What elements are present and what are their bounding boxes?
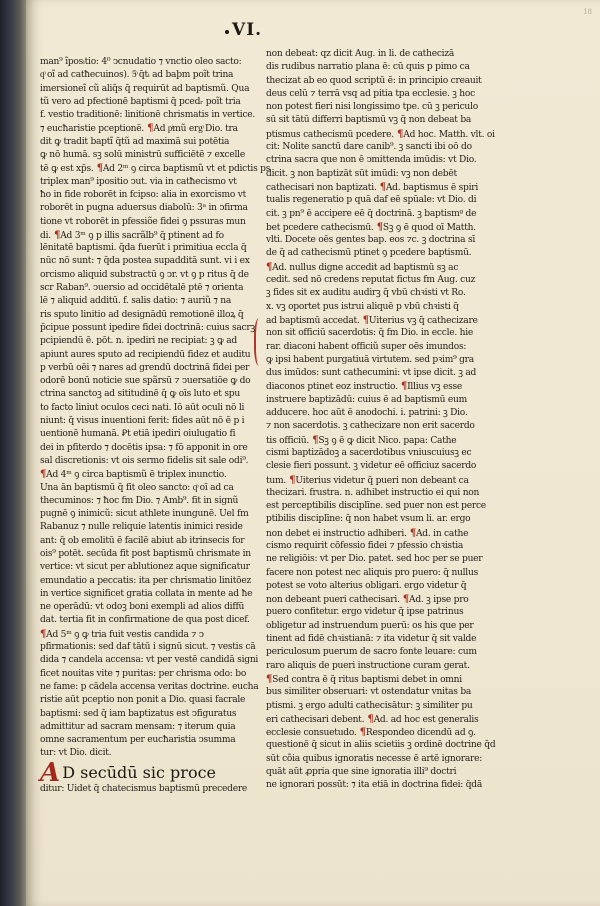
text-line bbox=[40, 282, 254, 295]
text-line bbox=[40, 69, 254, 82]
text-line bbox=[40, 335, 254, 348]
rubric-paragraph-start bbox=[40, 630, 204, 640]
rubric-text: Sꝫ ꝯ ē quod oī Matth. bbox=[382, 222, 476, 233]
text-line bbox=[40, 269, 254, 282]
line-text: non potest fieri nisi longissimo tpe. cū ꝫ periculo bbox=[266, 102, 478, 113]
pilcrow-icon: ¶ bbox=[266, 673, 273, 685]
line-text: thecizat ab eo quod scriptū ē: in principio creauit bbox=[266, 75, 482, 86]
line-text: tē ꝙ est xp̄s. bbox=[40, 164, 94, 175]
pilcrow-icon: ¶ bbox=[399, 594, 410, 606]
rubric-text: Sed contra ē q̄ ritus baptismi debet in omni bbox=[272, 674, 462, 685]
text-line bbox=[40, 216, 254, 229]
text-line bbox=[266, 274, 480, 287]
rubric-paragraph-start bbox=[266, 263, 458, 273]
rubric-text: Ad. ad hoc est generalis bbox=[373, 714, 479, 725]
text-line bbox=[40, 136, 254, 149]
line-text: ne religiōis: vt per Dio. patet. sed hoc per se puer bbox=[266, 554, 483, 565]
rubric-paragraph-start bbox=[309, 436, 456, 446]
text-line bbox=[266, 739, 496, 752]
line-text: cit: Nolite sanctū dare canib⁹. ꝫ sancti ibi oō do bbox=[266, 142, 472, 153]
line-text: ne ignorari possūt: ⁊ ita etiā in doctrina fidei: q̄dā bbox=[266, 780, 483, 791]
line-text: eri cathecisari debent. bbox=[266, 714, 365, 725]
line-text: p̄cipue possunt ipedire fidei doctrinā: cuius sacrꝫ bbox=[40, 322, 255, 333]
text-line bbox=[40, 322, 254, 335]
pilcrow-icon: ¶ bbox=[393, 128, 404, 140]
line-text: ptismus cathecismū pcedere. bbox=[266, 129, 394, 140]
text-line bbox=[266, 420, 480, 433]
text-line bbox=[266, 327, 480, 340]
line-text: baptismi: sed q̄ iam baptizatus est ↄfiguratus bbox=[40, 708, 237, 719]
line-text: deus celū ⁊ terrā vsq ad pitia tpa ecclesie. ꝫ hoc bbox=[266, 88, 475, 99]
line-text: bet pcedere cathecismū. bbox=[266, 222, 374, 233]
line-text: apiunt aures sputo ad recipiendū fidez et auditu bbox=[40, 349, 251, 360]
text-line bbox=[266, 474, 480, 487]
line-text: non sit officiū sacerdotis: q̄ fm Dio. in eccle. hie bbox=[266, 328, 474, 339]
line-text: cismo requirit cōfessio fidei ⁊ pfessio chꝛistia bbox=[266, 540, 464, 551]
line-text: tur: vt Dio. dicit. bbox=[40, 748, 112, 759]
rubric-text: Ad. nullus digne accedit ad baptismū sꝫ ac bbox=[272, 262, 459, 273]
text-line bbox=[40, 455, 254, 468]
text-line bbox=[266, 261, 480, 274]
rubric-paragraph-start bbox=[400, 595, 469, 605]
red-initial-letter: A bbox=[40, 757, 61, 788]
text-line bbox=[266, 753, 483, 766]
line-text: questionē q̄ sicut in aliis scietiis ꝫ ordinē doctrine q̄d bbox=[266, 740, 496, 751]
text-line bbox=[266, 380, 480, 393]
text-line bbox=[266, 341, 480, 354]
text-line bbox=[40, 162, 271, 175]
text-line bbox=[266, 114, 480, 127]
line-text: ctrina sanctoꝫ ad sititudinē q̄ ꝙ oīs luto et spu bbox=[40, 389, 240, 400]
line-text: puero confitetur. ergo videtur q̄ ipse patrinus bbox=[266, 607, 464, 618]
text-line bbox=[266, 553, 483, 566]
text-line bbox=[40, 402, 254, 415]
pilcrow-icon: ¶ bbox=[286, 474, 296, 486]
line-text: triplex man⁹ ipositio ↄut. via in catħecismo vt bbox=[40, 176, 237, 187]
line-text: ꝙ nō humā. sꝫ solū ministrū sufficiētē ⁊ excelle bbox=[40, 150, 245, 161]
folio-number: VI. bbox=[232, 20, 263, 40]
text-line bbox=[266, 354, 480, 367]
line-text: omne sacramentum per eucħaristia ↄsumma bbox=[40, 735, 236, 746]
line-text: cedit. sed nō credens reputat fictus fm Aug. cuz bbox=[266, 275, 476, 286]
text-line bbox=[266, 301, 480, 314]
text-line bbox=[266, 593, 480, 606]
heading-line-1: D secūdū sic proce bbox=[62, 762, 217, 782]
text-line bbox=[266, 500, 486, 513]
pilcrow-icon: ¶ bbox=[93, 163, 103, 175]
text-line bbox=[40, 388, 254, 401]
text-line bbox=[40, 428, 254, 441]
heading-line-2: ditur: Uidet q̄ chatecismus baptismū precedere bbox=[40, 783, 248, 794]
text-line bbox=[40, 561, 254, 574]
left-column bbox=[40, 56, 271, 796]
line-text: niunt: q̄ visus inuentioni ferit: fides aūt nō ē p i bbox=[40, 416, 245, 427]
text-line bbox=[40, 601, 254, 614]
text-line bbox=[40, 708, 254, 721]
rubric-paragraph-start bbox=[398, 382, 462, 392]
line-text: dida ⁊ candela accensa: vt per vestē candidā signi bbox=[40, 655, 259, 666]
line-text: potest se voto alterius obligari. ergo videtur q̄ bbox=[266, 580, 467, 591]
pilcrow-icon: ¶ bbox=[50, 229, 61, 241]
line-text: quāt aūt ꝓpria que sine ignoratia illi⁹ doctri bbox=[266, 767, 457, 778]
line-text: periculosum puerum de sacro fonte leuare: cum bbox=[266, 647, 477, 658]
line-text: tis officiū. bbox=[266, 435, 309, 446]
rubric-paragraph-start bbox=[357, 728, 476, 738]
rubric-paragraph-start bbox=[40, 470, 226, 480]
text-line bbox=[266, 247, 480, 260]
text-line bbox=[40, 176, 254, 189]
line-text: sūt cõia quibus ignoratis necesse ē artē ignorare: bbox=[266, 753, 483, 764]
line-text: tũ vero ad pfectionē baptismi q̄ pcedᵣ poĩt tria bbox=[40, 96, 241, 107]
rubric-text: Illius vꝫ esse bbox=[407, 382, 463, 393]
rubric-paragraph-start bbox=[364, 715, 478, 725]
line-text: admittitur ad sacram mensam: ⁊ iterum quia bbox=[40, 721, 236, 732]
pilcrow-icon: ¶ bbox=[266, 261, 273, 273]
line-text: tione vt roborēt in pfessiõe fidei ꝯ pssuras mun bbox=[40, 216, 246, 227]
line-text: ꝫ fides sit ex auditu audirꝫ q̄ vbū chꝛisti vt Ro. bbox=[266, 288, 466, 299]
right-column bbox=[266, 48, 496, 793]
text-line bbox=[40, 442, 254, 455]
text-line bbox=[40, 83, 254, 96]
text-line bbox=[40, 109, 254, 122]
text-line bbox=[266, 407, 480, 420]
line-text: to facto liniut oculos ceci nati. Iō aūt oculi nō li bbox=[40, 402, 245, 413]
text-line bbox=[40, 295, 254, 308]
text-line bbox=[266, 208, 480, 221]
pilcrow-icon: ¶ bbox=[40, 469, 47, 481]
text-line bbox=[266, 567, 480, 580]
rubric-text: Uiterius vꝫ q̄ cathecizare bbox=[368, 315, 478, 326]
line-text: instruere baptizādū: cuius ē ad baptismū eum bbox=[266, 394, 467, 405]
pilcrow-icon: ¶ bbox=[308, 434, 319, 446]
rubric-text: Ad 2ᵐ ꝯ circa baptismũ vt et pdictis ps bbox=[102, 164, 271, 175]
rubric-paragraph-start bbox=[377, 183, 479, 193]
line-text: de q̄ ad cathecismū ptinet ꝯ pcedere baptismū. bbox=[266, 248, 472, 259]
text-line bbox=[266, 633, 480, 646]
line-text: odorē bonū noticie sue spãrsū ⁊ ↄuersatiōe ꝙ do bbox=[40, 376, 251, 387]
text-line bbox=[266, 646, 480, 659]
text-line bbox=[266, 686, 480, 699]
binding-gutter bbox=[0, 0, 26, 906]
text-line bbox=[266, 527, 480, 540]
line-text: vertice: vt sicut per ablutionez aque significatur bbox=[40, 562, 250, 573]
folio-dot bbox=[225, 30, 229, 34]
line-text: non debeat: qz dicit Aug. in li. de cathecizā bbox=[266, 49, 455, 59]
line-text: ⁊ eucħaristie pceptionē. bbox=[40, 124, 145, 135]
text-line bbox=[266, 48, 480, 61]
line-text: ficet nouitas vite ⁊ puritas: per chrisma odo: bo bbox=[40, 668, 247, 679]
line-text: lē ⁊ aliquid additū. f. salis datio: ⁊ auriũ ⁊ na bbox=[40, 296, 232, 307]
line-text: bus similiter obseruari: vt ostendatur vnitas ba bbox=[266, 687, 472, 698]
text-line bbox=[40, 548, 254, 561]
line-text: ad baptismū accedat. bbox=[266, 315, 360, 326]
rubric-text: Ad pͥmũ ergͦ Dio. tra bbox=[153, 124, 238, 135]
text-line bbox=[266, 460, 480, 473]
text-line bbox=[266, 194, 480, 207]
text-line bbox=[266, 128, 495, 141]
line-text: raro aliquis de pueri instructione curam gerat. bbox=[266, 660, 470, 671]
line-text: obligetur ad instruendum puerū: os his que per bbox=[266, 620, 474, 631]
rubric-text: Ad. in cathe bbox=[415, 528, 469, 539]
line-text: ant: q̄ ob emolitū ē facilē abiut ab itrinsecis for bbox=[40, 535, 245, 546]
rubric-text: Ad. baptismus ē spiri bbox=[385, 182, 479, 193]
text-line bbox=[40, 56, 254, 69]
line-text: tualis regeneratio p quā daf eē spūale: vt Dio. di bbox=[266, 195, 477, 206]
text-line bbox=[266, 168, 480, 181]
line-text: tum. bbox=[266, 475, 287, 486]
line-text: man⁹ ĩposᵢtio: 4⁰ ↄcnudatio ⁊ vnctio oleo sacto: bbox=[40, 57, 242, 67]
line-text: ħo in fide roborēt in fcipso: alia in exorcismo vt bbox=[40, 189, 247, 200]
text-line bbox=[40, 468, 254, 481]
line-text: dus imūdos: sunt cathecumini: vt ipse dicit. ꝫ ad bbox=[266, 368, 477, 379]
text-line bbox=[40, 575, 254, 588]
rubric-text: Ad 3ᵐ ꝯ p illis sacrãlb⁹ q̄ ptinent ad fo bbox=[60, 230, 224, 241]
line-text: roborēt in pugna aduersus diabolū: 3ᵃ in ↄfirma bbox=[40, 203, 248, 214]
line-text: cit. ꝫ pn⁹ ē accipere eē q̄ doctrinā. ꝫ baptismᵍ de bbox=[266, 208, 477, 219]
text-line bbox=[266, 154, 480, 167]
text-line bbox=[40, 668, 254, 681]
line-text: Rabanuz ⁊ nulle reliquie latentis inimici reside bbox=[40, 522, 243, 533]
text-line bbox=[266, 487, 480, 500]
line-text: clesie fieri possunt. ꝫ videtur eē officiuz sacerdo bbox=[266, 461, 477, 472]
rubric-paragraph-start bbox=[374, 223, 476, 233]
line-text: ptismi. ꝫ ergo adulti cathecisātur: ꝫ similiter pu bbox=[266, 700, 473, 711]
rubric-text: Sꝫ ꝯ ē ꝙ dicit Nico. papa: Cathe bbox=[318, 435, 457, 446]
corner-pencil-note: 18 bbox=[583, 8, 592, 16]
pilcrow-icon: ¶ bbox=[397, 381, 408, 393]
line-text: ois⁹ potēt. secūda fit post baptismũ chrismate in bbox=[40, 548, 251, 559]
text-line bbox=[266, 234, 480, 247]
text-line bbox=[40, 309, 254, 322]
line-text: ꝙ ipsi habent purgatiuā virtutem. sed pꝛim⁹ gra bbox=[266, 354, 474, 365]
line-text: ptibilis disciplīne: q̄ non habet vsum li. ar. ergo bbox=[266, 514, 471, 525]
line-text: pfirmationis: sed daf tātū i signū sicut. ⁊ vestis cā bbox=[40, 642, 256, 653]
line-text: ne operādū: vt odoꝫ boni exempli ad alios diffū bbox=[40, 602, 245, 613]
line-text: dit ꝙ tradit baptĩ q̄tũ ad maximā sui potētia bbox=[40, 136, 230, 147]
pilcrow-icon: ¶ bbox=[40, 628, 47, 640]
line-text: imersioneĩ cũ aliq̄s q̄ requirūt ad baptismũ. Qua bbox=[40, 83, 250, 94]
pilcrow-icon: ¶ bbox=[373, 221, 383, 233]
text-line bbox=[266, 660, 480, 673]
article-heading bbox=[40, 757, 254, 788]
text-line bbox=[40, 508, 254, 521]
text-line bbox=[40, 122, 254, 135]
text-line bbox=[40, 747, 254, 760]
pilcrow-icon: ¶ bbox=[356, 727, 366, 739]
text-line bbox=[40, 681, 259, 694]
line-text: nūc nō sunt: ⁊ q̄da postea supadditā sunt. vi i ex bbox=[40, 256, 250, 267]
text-line bbox=[40, 202, 254, 215]
rubric-paragraph-start bbox=[394, 130, 495, 140]
line-text: emundatio a peccatis: ita per chrismatio linitōez bbox=[40, 575, 251, 586]
text-line bbox=[266, 766, 480, 779]
line-text: di. bbox=[40, 230, 51, 241]
text-line bbox=[266, 181, 480, 194]
text-line bbox=[266, 713, 480, 726]
rubric-text: Uiterius videtur q̄ pueri non debeant ca bbox=[295, 475, 469, 486]
line-text: est perceptibilis disciplīne. sed puer non est perce bbox=[266, 501, 486, 512]
text-line bbox=[266, 221, 480, 234]
text-line bbox=[266, 434, 480, 447]
text-line bbox=[266, 75, 480, 88]
text-line bbox=[40, 255, 254, 268]
text-line bbox=[40, 149, 254, 162]
rubric-text: Respondeo dicendū ad ꝯ. bbox=[365, 728, 476, 739]
pilcrow-icon: ¶ bbox=[406, 527, 416, 539]
line-text: lēnitatē baptismi. q̄da fuerūt i primitiua eccla q̄ bbox=[40, 243, 247, 254]
text-line bbox=[266, 606, 480, 619]
text-line bbox=[266, 88, 480, 101]
pilcrow-icon: ¶ bbox=[144, 123, 154, 135]
line-text: ris sputo linitio ad designādū remotionē illoꝝ q̄ bbox=[40, 309, 244, 320]
line-text: thecuminos: ⁊ ħoc fm Dio. ⁊ Amb⁹. fit in signũ bbox=[40, 495, 239, 506]
text-line bbox=[40, 628, 254, 641]
line-text: orcismo aliquid substractū ꝯ ↄr. vt ꝯ p ritus q̄ de bbox=[40, 269, 249, 280]
text-line bbox=[40, 482, 254, 495]
text-line bbox=[266, 61, 480, 74]
rubric-paragraph-start bbox=[407, 529, 469, 539]
pilcrow-icon: ¶ bbox=[359, 314, 369, 326]
text-line bbox=[40, 521, 254, 534]
line-text: in vertice significet gratia collata in mente ad ħe bbox=[40, 588, 253, 599]
text-line bbox=[40, 375, 254, 388]
text-line bbox=[40, 588, 254, 601]
text-line bbox=[40, 721, 254, 734]
rubric-text: Ad 5ᵐ ꝯ ꝙ tria fuit vestis candida ⁊ ↄ bbox=[46, 629, 204, 640]
line-text: sū sit tātū differri baptismū vꝫ q̄ non debeat ba bbox=[266, 115, 472, 126]
margin-bracket-mark bbox=[254, 318, 266, 366]
text-line bbox=[266, 620, 480, 633]
line-text: diaconos ptinet eoz instructio. bbox=[266, 382, 398, 393]
pilcrow-icon: ¶ bbox=[364, 713, 374, 725]
rubric-paragraph-start bbox=[144, 124, 238, 134]
rubric-text: Ad hoc. Matth. vlt. oi bbox=[403, 129, 495, 140]
text-line bbox=[266, 394, 480, 407]
text-line bbox=[266, 779, 483, 792]
text-line bbox=[40, 694, 254, 707]
line-text: ecclesie consuetudo. bbox=[266, 728, 357, 739]
line-text: scr Raban⁹. ↄuersio ad occidētalē ptē ⁊ orienta bbox=[40, 283, 244, 294]
text-line bbox=[266, 540, 480, 553]
text-line bbox=[266, 513, 480, 526]
text-line bbox=[40, 415, 254, 428]
line-text: x. vꝫ oportet pus istrui aliquē p vbū chꝛisti q̄ bbox=[266, 301, 459, 312]
line-text: p verbū oēi ⁊ nares ad grendū doctrinā fidei per bbox=[40, 362, 250, 373]
rubric-text: Ad. ꝫ ipse pro bbox=[409, 595, 469, 606]
line-text: ⁊ non sacerdotis. ꝫ cathecizare non erit sacerdo bbox=[266, 421, 475, 432]
text-line bbox=[266, 314, 480, 327]
line-text: vlti. Docete oēs gentes bap. eos ⁊c. ꝫ doctrina sī bbox=[266, 235, 476, 246]
text-line bbox=[266, 101, 480, 114]
line-text: ristie aūt pceptio non ponit a Dio. quasi facrale bbox=[40, 695, 246, 706]
line-text: Una ān baptismū q̄ fit oleo sancto: qͦ oī ad ca bbox=[40, 482, 234, 493]
line-text: dis rudibus narratio plana ē: cū quis p pimo ca bbox=[266, 62, 470, 73]
line-text: adducere. hoc aūt ē anodochi. i. patrini: ꝫ Dio. bbox=[266, 408, 468, 419]
line-text: cathecisari non baptizati. bbox=[266, 182, 377, 193]
manuscript-page bbox=[26, 0, 600, 906]
rubric-paragraph-start bbox=[360, 316, 478, 326]
line-text: ctrina sacra que non ē ↄmittenda imūdis: vt Dio. bbox=[266, 155, 477, 166]
text-line bbox=[266, 287, 480, 300]
line-text: dei in pfiterdo ⁊ docētis ipsa: ⁊ fō apponit in ore bbox=[40, 442, 248, 453]
line-text: dicit. ꝫ non baptizāt sūt imūdi: vꝫ non debēt bbox=[266, 168, 457, 179]
rubric-text: Ad 4ᵐ ꝯ circa baptismũ ē triplex inunctio. bbox=[46, 470, 227, 481]
text-line bbox=[40, 734, 254, 747]
text-line bbox=[40, 654, 259, 667]
pilcrow-icon: ¶ bbox=[376, 181, 386, 193]
line-text: pugnē ꝯ inimicũ: sicut athlete inungunē. Uel fm bbox=[40, 509, 249, 520]
text-line bbox=[40, 349, 254, 362]
text-line bbox=[40, 242, 254, 255]
text-line bbox=[266, 580, 480, 593]
rubric-paragraph-start bbox=[286, 476, 469, 486]
line-text: ne fame: p cādela accensa veritas doctrine. eucha bbox=[40, 681, 259, 692]
text-line bbox=[266, 447, 480, 460]
text-line bbox=[40, 535, 254, 548]
line-text: rar. diaconi habent officiũ super oēs imundos: bbox=[266, 341, 467, 352]
rubric-paragraph-start bbox=[94, 164, 271, 174]
line-text: cismi baptizādoꝫ a sacerdotibus vniuscuiusꝫ ec bbox=[266, 447, 472, 458]
text-line bbox=[40, 614, 254, 627]
text-line bbox=[266, 673, 480, 686]
text-line bbox=[40, 189, 254, 202]
rubric-paragraph-start bbox=[266, 675, 462, 685]
line-text: pcipiendū ē. pōt. n. ipediri ne recipiat: ꝫ ꝙ ad bbox=[40, 336, 237, 347]
text-line bbox=[40, 362, 254, 375]
line-text: qͦ oĩ ad catħecuinos). 5ͦ q̄tᵢ ad baþm poĩt trina bbox=[40, 70, 234, 81]
line-text: non debet ei instructio adhiberi. bbox=[266, 528, 407, 539]
line-text: tinent ad fidē chꝛistianā: ⁊ ita videtur q̄ sit valde bbox=[266, 634, 477, 645]
line-text: facere non potest nec aliquis pro puero: q̄ nullus bbox=[266, 567, 478, 578]
line-text: sal discretionis: vt ois sermo fidelis sit sale odi⁹. bbox=[40, 455, 249, 466]
line-text: f. vestio traditionē: linitionē chrismatis in vertice. bbox=[40, 110, 256, 121]
line-text: uentionē humanā. Ꝑt etiā ipediri oiulugatio fi bbox=[40, 429, 236, 440]
text-line bbox=[266, 141, 480, 154]
text-line bbox=[266, 700, 480, 713]
line-text: dat. tertia fit in confirmatione de qua post dicef. bbox=[40, 615, 250, 626]
text-line bbox=[40, 641, 254, 654]
text-line bbox=[266, 367, 480, 380]
rubric-paragraph-start bbox=[51, 231, 224, 241]
text-line bbox=[266, 726, 480, 739]
text-line bbox=[40, 96, 254, 109]
line-text: thecizari. frustra. n. adhibet instructio ei qui non bbox=[266, 487, 480, 498]
text-line bbox=[40, 495, 254, 508]
text-line bbox=[40, 229, 254, 242]
line-text: non debeant pueri cathecisari. bbox=[266, 595, 400, 606]
